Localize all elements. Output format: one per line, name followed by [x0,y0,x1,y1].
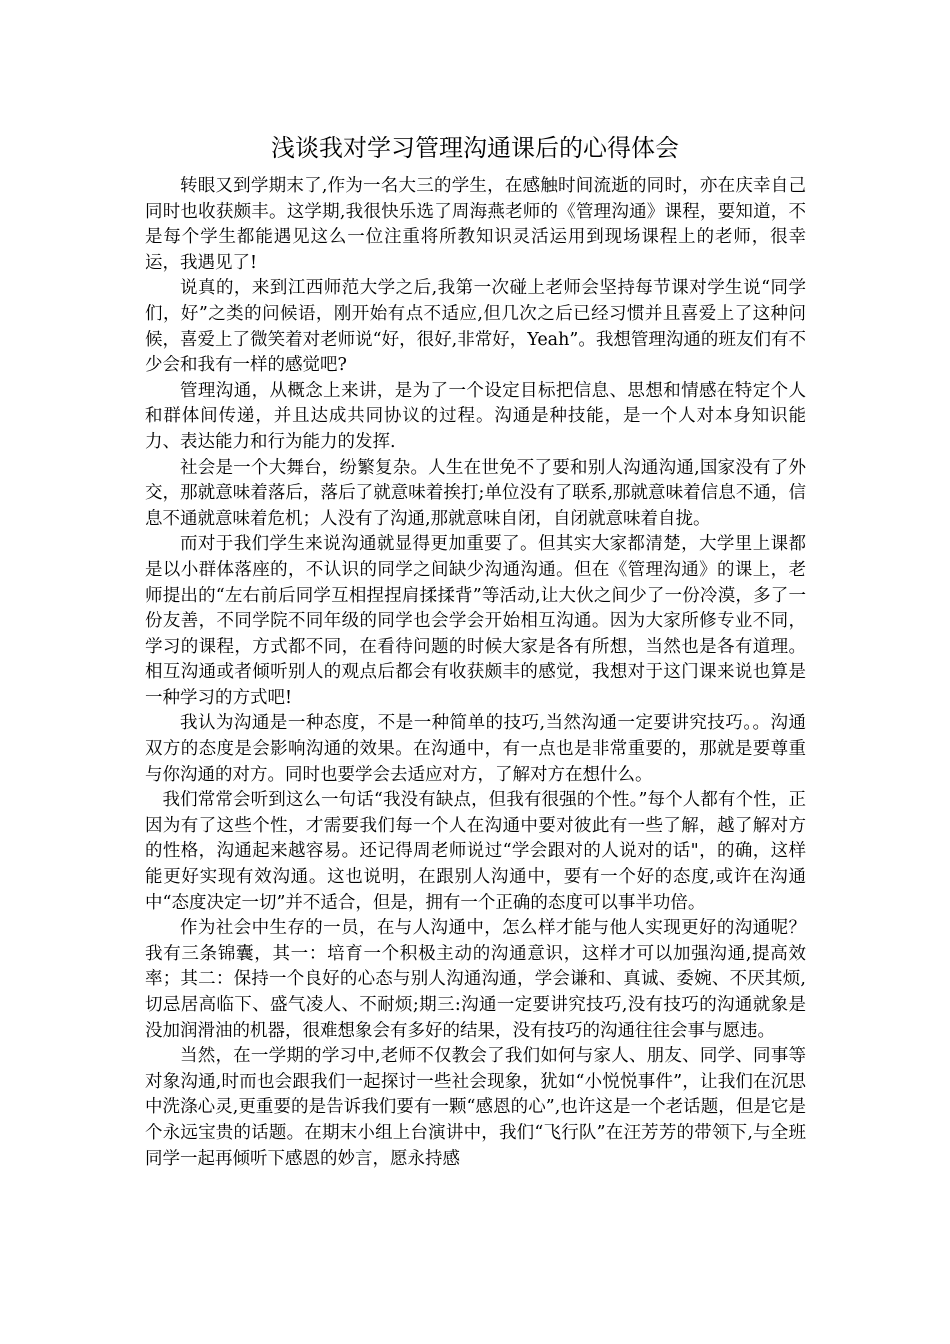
paragraph-4: 社会是一个大舞台，纷繁复杂。人生在世免不了要和别人沟通沟通,国家没有了外交，那就意味着落后，落后了就意味着挨打;单位没有了联系,那就意味着信息不通，信息不通就意味着危机；人没有了沟通,那就意味自闭，自闭就意味着自拢。 [145,457,806,529]
paragraph-6: 我认为沟通是一种态度，不是一种简单的技巧,当然沟通一定要讲究技巧。。沟通双方的态度是会影响沟通的效果。在沟通中，有一点也是非常重要的，那就是要尊重与你沟通的对方。同时也要学会去适应对方，了解对方在想什么。 [145,713,806,785]
document-title: 浅谈我对学习管理沟通课后的心得体会 [271,134,679,162]
paragraph-9: 当然，在一学期的学习中,老师不仅教会了我们如何与家人、朋友、同学、同事等对象沟通,时而也会跟我们一起探讨一些社会现象，犹如“小悦悦事件”，让我们在沉思中洗涤心灵,更重要的是告诉我们要有一颗“感恩的心”,也许这是一个老话题，但是它是个永远宝贵的话题。在期末小组上台演讲中，我们“飞行队”在汪芳芳的带领下,与全班同学一起再倾听下感恩的妙言，愿永持感 [145,1046,806,1169]
paragraph-1: 转眼又到学期末了,作为一名大三的学生，在感触时间流逝的同时，亦在庆幸自己同时也收获颇丰。这学期,我很快乐选了周海燕老师的《管理沟通》课程，要知道，不是每个学生都能遇见这么一位注重将所教知识灵活运用到现场课程上的老师，很幸运，我遇见了! [145,176,806,273]
paragraph-7: 我们常常会听到这么一句话“我没有缺点，但我有很强的个性。”每个人都有个性，正因为有了这些个性，才需要我们每一个人在沟通中要对彼此有一些了解，越了解对方的性格，沟通起来越容易。还记得周老师说过“学会跟对的人说对的话"，的确，这样能更好实现有效沟通。这也说明，在跟别人沟通中，要有一个好的态度,或许在沟通中“态度决定一切”并不适合，但是，拥有一个正确的态度可以事半功倍。 [145,790,806,913]
document-body [145,174,806,1172]
paragraph-8: 作为社会中生存的一员，在与人沟通中，怎么样才能与他人实现更好的沟通呢？我有三条锦囊，其一：培育一个积极主动的沟通意识，这样才可以加强沟通,提高效率；其二：保持一个良好的心态与别人沟通沟通，学会谦和、真诚、委婉、不厌其烦,切忌居高临下、盛气凌人、不耐烦;期三:沟通一定要讲究技巧,没有技巧的沟通就象是没加润滑油的机器，很难想象会有多好的结果，没有技巧的沟通往往会事与愿违。 [145,918,806,1041]
paragraph-3: 管理沟通，从概念上来讲，是为了一个设定目标把信息、思想和情感在特定个人和群体间传递，并且达成共同协议的过程。沟通是种技能，是一个人对本身知识能力、表达能力和行为能力的发挥. [145,380,806,452]
paragraph-2: 说真的，来到江西师范大学之后,我第一次碰上老师会坚持每节课对学生说“同学们，好”之类的问候语，刚开始有点不适应,但几次之后已经习惯并且喜爱上了这种问候，喜爱上了微笑着对老师说“好，很好,非常好，Yeah”。我想管理沟通的班友们有不少会和我有一样的感觉吧? [145,278,806,376]
paragraph-5: 而对于我们学生来说沟通就显得更加重要了。但其实大家都清楚，大学里上课都是以小群体落座的，不认识的同学之间缺少沟通沟通。但在《管理沟通》的课上，老师提出的“左右前后同学互相捏捏肩揉揉背”等活动,让大伙之间少了一份冷漠，多了一份友善，不同学院不同年级的同学也会学会开始相互沟通。因为大家所修专业不同，学习的课程，方式都不同，在看待问题的时候大家是各有所想，当然也是各有道理。相互沟通或者倾听别人的观点后都会有收获颇丰的感觉，我想对于这门课来说也算是一种学习的方式吧! [145,534,806,708]
